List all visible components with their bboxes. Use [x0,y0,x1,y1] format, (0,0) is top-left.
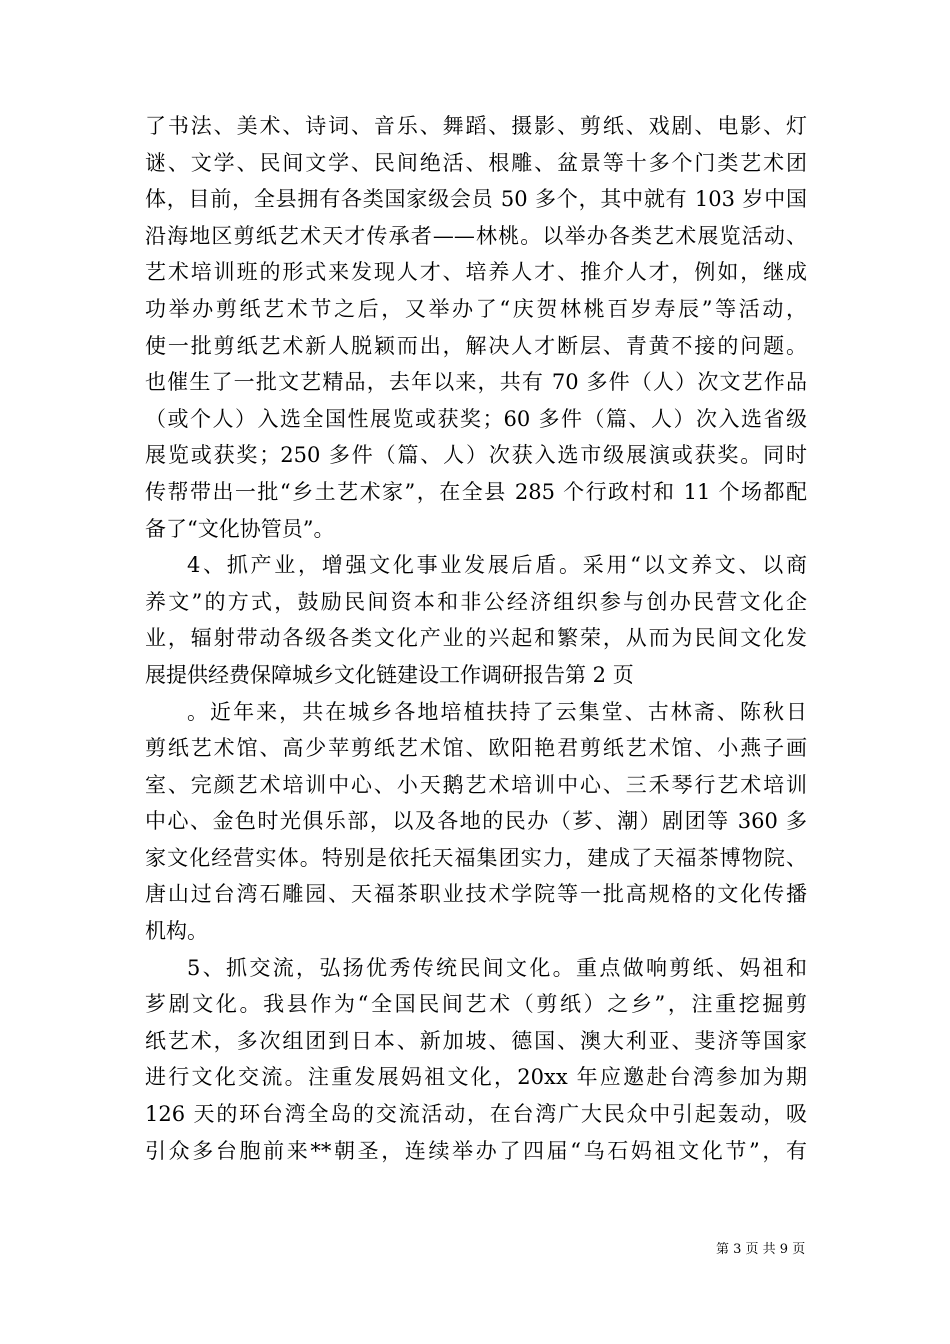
text-line: 体，目前，全县拥有各类国家级会员 50 多个，其中就有 103 岁中国 [145,187,807,212]
text-line: 纸艺术，多次组团到日本、新加坡、德国、澳大利亚、斐济等国家 [145,1028,807,1053]
page-number: 第 3 页 共 9 页 [716,1242,806,1257]
text-line: （或个人）入选全国性展览或获奖；60 多件（篇、人）次入选省级 [145,406,807,431]
text-line: 传帮带出一批“乡土艺术家”，在全县 285 个行政村和 11 个场都配 [145,479,807,504]
text-line: 备了“文化协管员”。 [145,516,335,541]
body-text [145,108,807,1169]
text-line: 了书法、美术、诗词、音乐、舞蹈、摄影、剪纸、戏剧、电影、灯 [145,114,807,138]
text-line: 中心、金色时光俱乐部，以及各地的民办（芗、潮）剧团等 360 多 [145,809,807,834]
text-line: 使一批剪纸艺术新人脱颖而出，解决人才断层、青黄不接的问题。 [145,333,807,358]
text-line: 引众多台胞前来**朝圣，连续举办了四届“乌石妈祖文化节”，有 [145,1138,807,1163]
text-line: 4、抓产业，增强文化事业发展后盾。采用“以文养文、以商 [187,553,807,578]
text-line: 进行文化交流。注重发展妈祖文化，20xx 年应邀赴台湾参加为期 [145,1065,807,1090]
text-line: 126 天的环台湾全岛的交流活动，在台湾广大民众中引起轰动，吸 [145,1102,807,1127]
text-line: 功举办剪纸艺术节之后，又举办了“庆贺林桃百岁寿辰”等活动， [145,296,807,321]
text-line: 沿海地区剪纸艺术天才传承者——林桃。以举办各类艺术展览活动、 [145,223,807,248]
text-line: 展览或获奖；250 多件（篇、人）次获入选市级展演或获奖。同时 [145,443,807,468]
text-line: 5、抓交流，弘扬优秀传统民间文化。重点做响剪纸、妈祖和 [187,955,807,980]
text-line: 室、完颜艺术培训中心、小天鹅艺术培训中心、三禾琴行艺术培训 [145,772,807,797]
text-line: 也催生了一批文艺精品，去年以来，共有 70 多件（人）次文艺作品 [145,370,807,395]
text-line: 谜、文学、民间文学、民间绝活、根雕、盆景等十多个门类艺术团 [145,150,807,175]
text-line: 家文化经营实体。特别是依托天福集团实力，建成了天福茶博物院、 [145,845,807,870]
text-line: 业，辐射带动各级各类文化产业的兴起和繁荣，从而为民间文化发 [145,626,807,651]
text-line: 机构。 [145,919,208,944]
text-line: 唐山过台湾石雕园、天福茶职业技术学院等一批高规格的文化传播 [145,882,807,907]
text-line: 剪纸艺术馆、高少苹剪纸艺术馆、欧阳艳君剪纸艺术馆、小燕子画 [145,736,807,761]
text-line: 。近年来，共在城乡各地培植扶持了云集堂、古林斋、陈秋日 [187,699,807,724]
text-line: 芗剧文化。我县作为“全国民间艺术（剪纸）之乡”，注重挖掘剪 [145,992,807,1017]
text-line: 艺术培训班的形式来发现人才、培养人才、推介人才，例如，继成 [145,260,807,285]
text-line: 展提供经费保障城乡文化链建设工作调研报告第 2 页 [145,662,634,687]
text-line: 养文”的方式，鼓励民间资本和非公经济组织参与创办民营文化企 [145,589,807,614]
